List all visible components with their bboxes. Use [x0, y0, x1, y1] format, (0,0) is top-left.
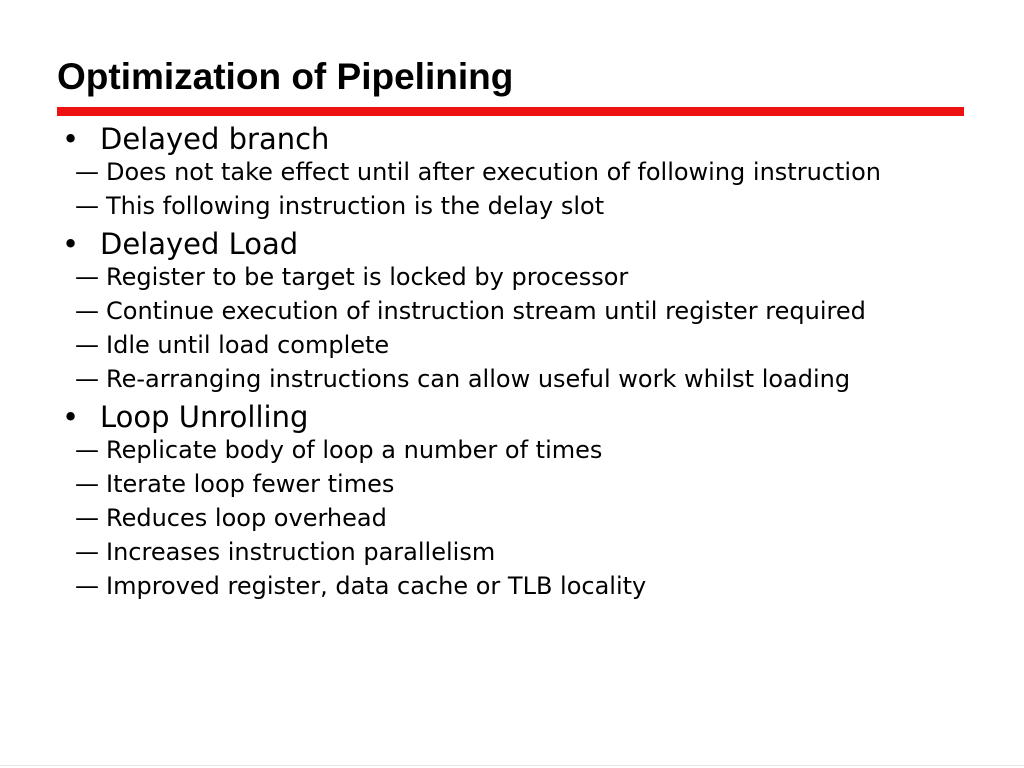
sub-item-text: Continue execution of instruction stream until register required [106, 297, 866, 325]
sub-item-text: This following instruction is the delay slot [106, 192, 605, 220]
sub-item [60, 332, 960, 359]
sub-item [60, 471, 960, 498]
dash-icon: — [75, 158, 99, 186]
sub-item-text: Idle until load complete [106, 331, 390, 359]
sub-list [60, 437, 960, 600]
sub-item [60, 366, 960, 393]
dash-icon: — [75, 331, 99, 359]
footer-divider [0, 765, 1024, 766]
sub-item [60, 193, 960, 220]
slide-title: Optimization of Pipelining [57, 56, 514, 97]
bullet-item [60, 122, 960, 156]
dash-icon: — [75, 192, 99, 220]
sub-item-text: Replicate body of loop a number of times [106, 436, 603, 464]
bullet-item [60, 227, 960, 261]
bullet-icon: • [62, 122, 80, 156]
sub-item-text: Improved register, data cache or TLB locality [106, 572, 647, 600]
dash-icon: — [75, 572, 99, 600]
sub-item [60, 573, 960, 600]
title-underline-rule [57, 107, 964, 116]
sub-item-text: Increases instruction parallelism [106, 538, 496, 566]
sub-item [60, 437, 960, 464]
sub-item-text: Register to be target is locked by processor [106, 263, 629, 291]
bullet-label: Delayed branch [100, 122, 330, 156]
sub-item-text: Re-arranging instructions can allow useful work whilst loading [106, 365, 851, 393]
sub-item [60, 264, 960, 291]
dash-icon: — [75, 365, 99, 393]
bullet-icon: • [62, 400, 80, 434]
sub-item-text: Reduces loop overhead [106, 504, 387, 532]
sub-list [60, 159, 960, 220]
sub-item-text: Does not take effect until after execution of following instruction [106, 158, 881, 186]
bullet-label: Loop Unrolling [100, 400, 309, 434]
bullet-item [60, 400, 960, 434]
sub-item [60, 298, 960, 325]
dash-icon: — [75, 538, 99, 566]
bullet-label: Delayed Load [100, 227, 299, 261]
sub-item [60, 539, 960, 566]
sub-item [60, 159, 960, 186]
dash-icon: — [75, 470, 99, 498]
dash-icon: — [75, 436, 99, 464]
sub-item-text: Iterate loop fewer times [106, 470, 395, 498]
sub-list [60, 264, 960, 393]
sub-item [60, 505, 960, 532]
bullet-list [60, 120, 960, 607]
dash-icon: — [75, 504, 99, 532]
dash-icon: — [75, 263, 99, 291]
bullet-icon: • [62, 227, 80, 261]
dash-icon: — [75, 297, 99, 325]
